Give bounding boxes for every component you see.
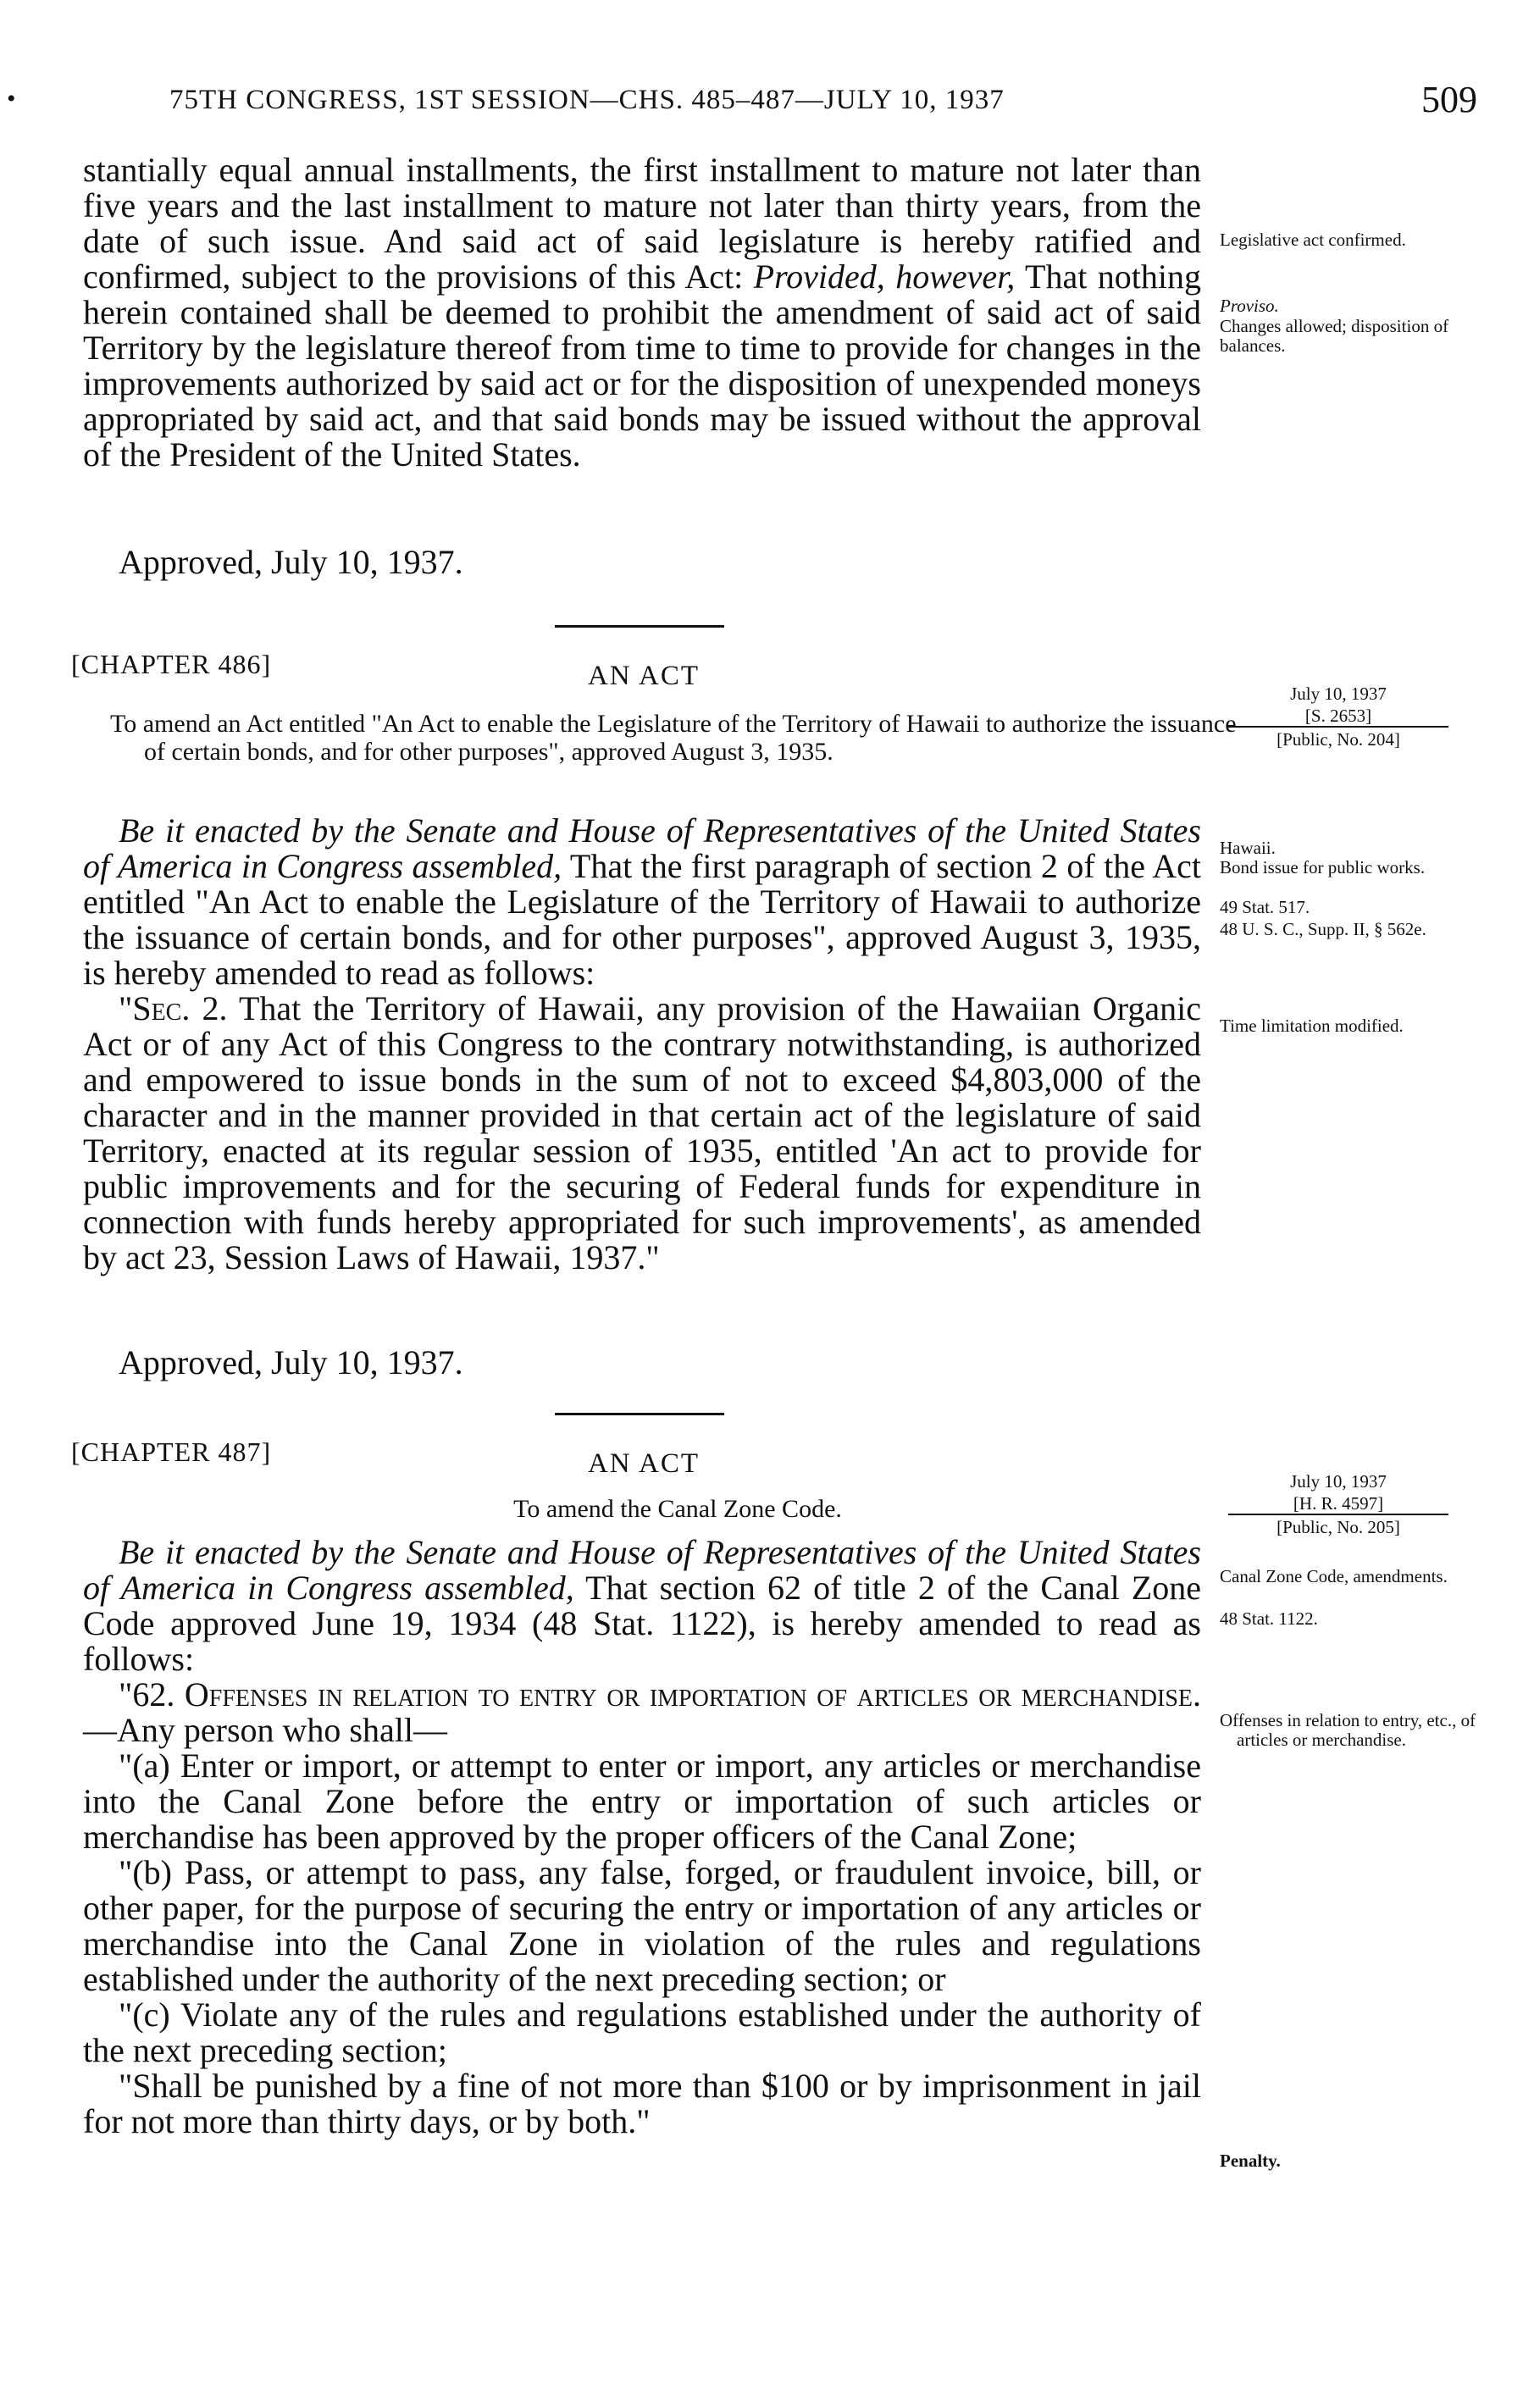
page-number: 509 [1421,79,1477,120]
ch486-enact-rest: That the first paragraph of section 2 of the Act entitled "An Act to enable the Legislature of the Territory of Hawaii to authorize the issuance of certain bonds, and for other purposes", approved August 3, 1935, is hereby amended to read as follows: [83,847,1201,992]
ch485-text-b: That nothing herein contained shall be deemed to prohibit the amendment of said act of said Territory by the legislature thereof from time to time to provide for changes in the improvements authorized by said act or for the disposition of unexpended moneys appropriated by said act, and that said bonds may be issued without the approval of the President of the United States. [83,257,1202,473]
chapter-486-an-act: AN ACT [587,661,701,691]
margin-proviso-label: Proviso. [1220,296,1279,316]
page-bullet: • [7,85,16,113]
ch485-approved: Approved, July 10, 1937. [119,543,463,581]
ch487-ref-bill: [H. R. 4597] [1228,1494,1448,1515]
ch487-enacting-clause: Be it enacted by the Senate and House of Representatives of the United States of America in Congress assembled, [83,1533,1201,1607]
margin-stat-1122: 48 Stat. 1122. [1220,1608,1318,1629]
chapter-487-an-act: AN ACT [587,1448,701,1479]
margin-usc: 48 U. S. C., Supp. II, § 562e. [1220,919,1426,939]
margin-stat-517: 49 Stat. 517. [1220,897,1310,917]
margin-time-limitation: Time limitation modified. [1220,1016,1404,1036]
ch487-sec-lead: —Any person who shall— [83,1711,447,1749]
ch486-ref-public: [Public, No. 204] [1276,729,1400,750]
ch487-sec-heading: "62. Offenses in relation to entry or importation of articles or merchandise. [119,1675,1201,1713]
ch486-ref-bill: [S. 2653] [1228,706,1448,728]
ch486-enacting-clause: Be it enacted by the Senate and House of Representatives of the United States of America in Congress assembled, [83,811,1201,885]
ch487-item-a: "(a) Enter or import, or attempt to enter or import, any articles or merchandise into the Canal Zone before the entry or importation of such articles or merchandise has been approved by the proper officers of the Canal Zone; [83,1746,1201,1856]
running-head: 75TH CONGRESS, 1ST SESSION—CHS. 485–487—JULY 10, 1937 [169,85,1005,115]
margin-changes-allowed: Changes allowed; disposition of balances. [1220,316,1449,356]
ch486-ref-date: July 10, 1937 [1290,684,1387,704]
ch487-text [83,1535,1201,2140]
margin-offenses: Offenses in relation to entry, etc., of articles or merchandise. [1220,1710,1476,1750]
ch486-approved: Approved, July 10, 1937. [119,1343,463,1381]
ch487-item-c: "(c) Violate any of the rules and regulations established under the authority of the next preceding section; [83,1996,1201,2069]
ch485-provided: Provided, however, [753,257,1016,296]
ch486-sec-text: That the Territory of Hawaii, any provision of the Hawaiian Organic Act or of any Act of this Congress to the contrary notwithstanding, is authorized and empowered to issue bonds in the sum of not to exceed $4,803,000 of the character and in the manner provided in that certain act of the legislature of said Territory, enacted at its regular session of 1935, entitled 'An act to provide for public improvements and for the securing of Federal funds for expenditure in connection with funds hereby appropriated for such improvements', as amended by act 23, Session Laws of Hawaii, 1937." [83,989,1201,1276]
margin-canal-zone-code: Canal Zone Code, amendments. [1220,1566,1448,1586]
ch486-sec-label: "Sec. 2. [119,989,228,1027]
ch485-text [83,152,1201,473]
ch486-text [83,813,1201,1276]
chapter-486-label: [CHAPTER 486] [71,649,272,679]
section-divider [555,625,724,628]
ch487-penalty: "Shall be punished by a fine of not more than $100 or by imprisonment in jail for not more than thirty days, or by both." [83,2067,1201,2140]
margin-legislative-confirmed: Legislative act confirmed. [1220,230,1406,250]
margin-proviso [1220,296,1465,316]
margin-bond-issue: Bond issue for public works. [1220,857,1426,877]
ch487-ref-public: [Public, No. 205] [1276,1517,1400,1537]
chapter-486-title: To amend an Act entitled "An Act to enable the Legislature of the Territory of Hawaii to authorize the issuance of certain bonds, and for other purposes", approved August 3, 1935. [110,710,1237,766]
ch485-text-a: stantially equal annual installments, the first installment to mature not later than five years and the last installment to mature not later than thirty years, from the date of such issue. And said act of said legislature is hereby ratified and confirmed, subject to the provisions of this Act: [83,151,1201,296]
chapter-487-title: To amend the Canal Zone Code. [513,1495,842,1523]
chapter-487-label: [CHAPTER 487] [71,1436,272,1467]
ch487-ref-date: July 10, 1937 [1290,1471,1387,1492]
margin-penalty: Penalty. [1220,2151,1281,2171]
section-divider [555,1413,724,1415]
ch487-item-b: "(b) Pass, or attempt to pass, any false, forged, or fraudulent invoice, bill, or other paper, for the purpose of securing the entry or importation of any articles or merchandise into the Canal Zone in violation of the rules and regulations established under the authority of the next preceding section; or [83,1853,1201,1998]
margin-hawaii: Hawaii. [1220,838,1276,858]
ch487-enact-rest: That section 62 of title 2 of the Canal Zone Code approved June 19, 1934 (48 Stat. 1122), is hereby amended to read as follows: [83,1569,1201,1678]
